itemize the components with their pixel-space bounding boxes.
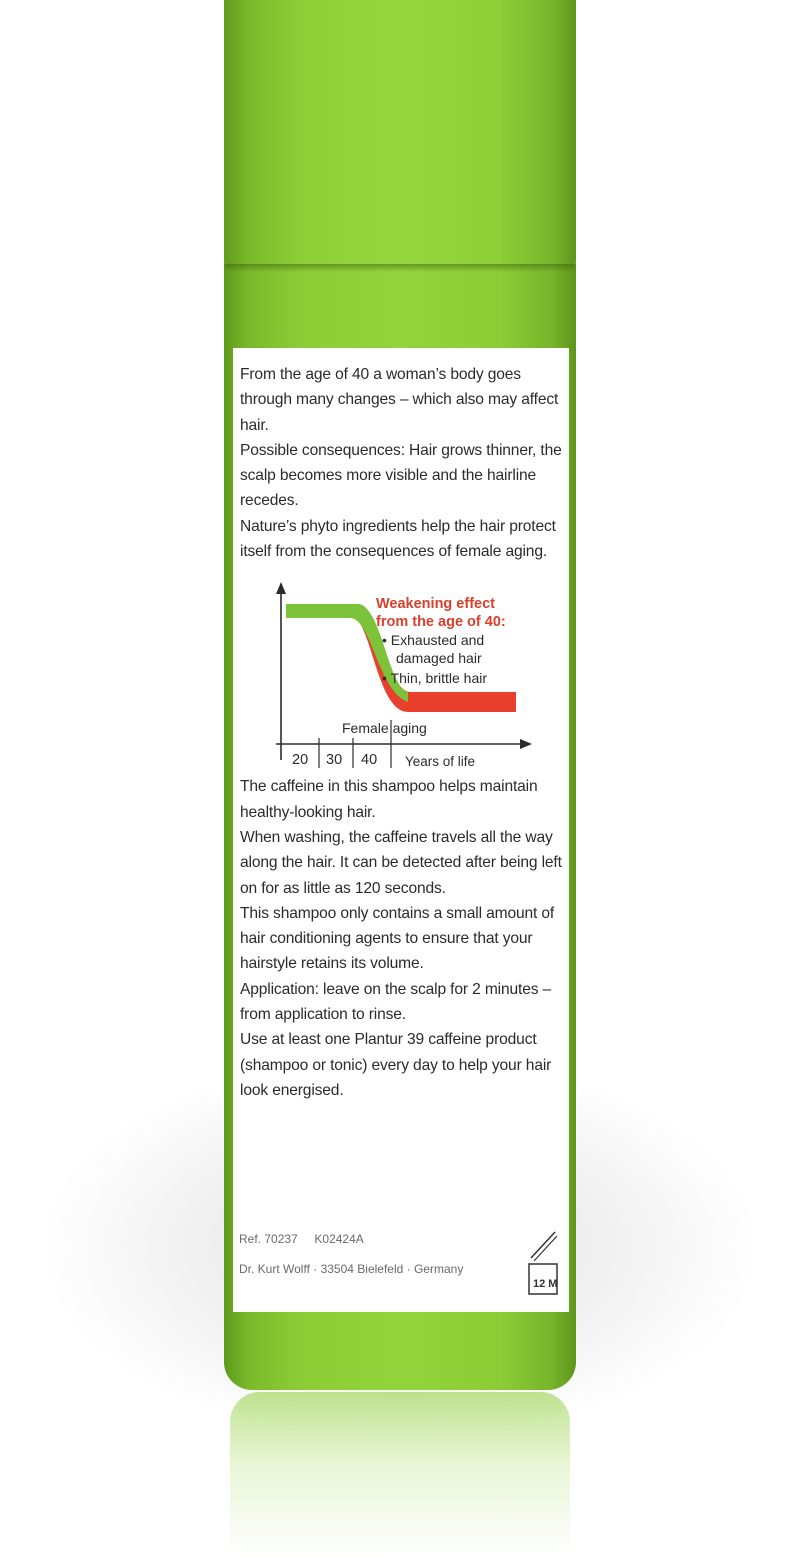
period-after-opening-text: 12 M xyxy=(533,1278,558,1290)
label-paragraph-6: This shampoo only contains a small amount of hair conditioning agents to ensure that your hairstyle retains its volume. xyxy=(240,904,555,973)
label-paragraph-8: Use at least one Plantur 39 caffeine product (shampoo or tonic) every day to help your hair look energised. xyxy=(240,1031,552,1099)
label-paragraph-2: Possible consequences: Hair grows thinner, the scalp becomes more visible and the hairline recedes. xyxy=(240,441,562,510)
weakening-item-2: • Thin, brittle hair xyxy=(382,670,488,687)
product-label xyxy=(233,348,569,1312)
hair-aging-graphic xyxy=(240,570,562,770)
weakening-title-line-1: Weakening effect xyxy=(376,596,495,613)
label-footer xyxy=(239,1224,463,1284)
tick-label-20: 20 xyxy=(292,752,309,769)
batch-code: K02424A xyxy=(314,1232,364,1246)
reference-line xyxy=(239,1224,463,1254)
y-axis-arrow xyxy=(276,582,286,594)
bottle-cap xyxy=(224,0,576,268)
tick-label-30: 30 xyxy=(326,752,343,769)
weakening-title-line-2: from the age of 40: xyxy=(376,613,506,630)
label-paragraph-1: From the age of 40 a woman’s body goes through many changes – which also may affect hair. xyxy=(240,366,559,434)
manufacturer-address: Dr. Kurt Wolff · 33504 Bielefeld · Germany xyxy=(239,1262,464,1276)
cap-seam xyxy=(224,264,576,272)
weakening-item-1-line-2: damaged hair xyxy=(396,650,482,667)
label-paragraph-3: Nature’s phyto ingredients help the hair protect itself from the consequences of female aging. xyxy=(240,517,556,561)
reference-number: Ref. 70237 xyxy=(239,1232,298,1246)
label-paragraph-7: Application: leave on the scalp for 2 minutes – from application to rinse. xyxy=(240,980,552,1024)
tick-label-40: 40 xyxy=(361,752,378,769)
weakening-item-1-line-1: • Exhausted and xyxy=(382,632,485,649)
label-paragraph-4: The caffeine in this shampoo helps maintain healthy-looking hair. xyxy=(240,778,538,821)
x-axis-arrow xyxy=(520,739,532,749)
female-aging-label: Female aging xyxy=(342,720,427,737)
label-paragraph-5: When washing, the caffeine travels all the way along the hair. It can be detected after being left on for as little as 120 seconds. xyxy=(240,828,562,897)
weakening-title xyxy=(376,596,506,631)
bottle-reflection xyxy=(230,1392,570,1558)
years-of-life-label: Years of life xyxy=(405,754,476,770)
period-after-opening-badge xyxy=(525,1224,561,1296)
